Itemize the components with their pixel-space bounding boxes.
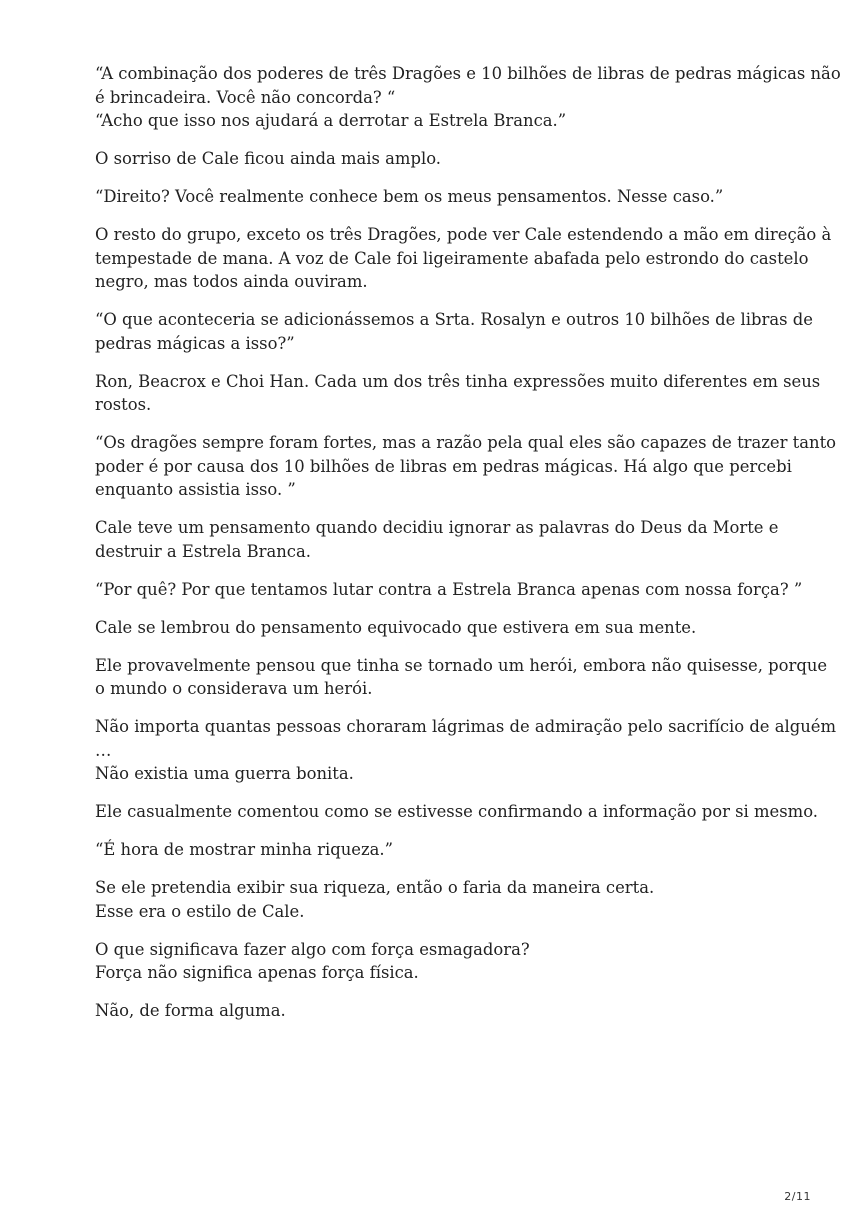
paragraph (95, 62, 841, 133)
text-line: “Direito? Você realmente conhece bem os meus pensamentos. Nesse caso.” (95, 187, 724, 206)
text-line: “É hora de mostrar minha riqueza.” (95, 840, 393, 859)
text-line: é brincadeira. Você não concorda? “ (95, 87, 396, 107)
paragraph (95, 800, 818, 824)
text-line: … (95, 740, 112, 760)
text-line: negro, mas todos ainda ouviram. (95, 272, 368, 291)
text-line: “Os dragões sempre foram fortes, mas a razão pela qual eles são capazes de trazer tanto (95, 433, 837, 452)
text-line: Força não significa apenas força física. (95, 963, 419, 982)
paragraph (95, 616, 785, 640)
text-line: Ele provavelmente pensou que tinha se tornado um herói, embora não quisesse, porque (95, 655, 828, 675)
paragraph (95, 578, 803, 602)
text-line: Ele casualmente comentou como se estivesse confirmando a informação por si mesmo. (95, 802, 818, 821)
text-line: tempestade de mana. A voz de Cale foi ligeiramente abafada pelo estrondo do castelo (95, 248, 809, 268)
text-line: Ron, Beacrox e Choi Han. Cada um dos três tinha expressões muito diferentes em seus (95, 371, 821, 391)
text-line: Se ele pretendia exibir sua riqueza, então o faria da maneira certa. (95, 878, 655, 897)
text-line: enquanto assistia isso. ” (95, 480, 296, 499)
paragraph (95, 938, 785, 985)
text-line: rostos. (95, 395, 152, 414)
text-line: “Por quê? Por que tentamos lutar contra a Estrela Branca apenas com nossa força? ” (95, 579, 803, 599)
text-line: Não existia uma guerra bonita. (95, 764, 354, 783)
text-line: Não importa quantas pessoas choraram lágrimas de admiração pelo sacrifício de alguém (95, 717, 837, 736)
text-line: “A combinação dos poderes de três Dragões e 10 bilhões de libras de pedras mágicas não (95, 64, 841, 83)
text-line: o mundo o considerava um herói. (95, 679, 373, 698)
text-line: Esse era o estilo de Cale. (95, 901, 305, 921)
text-line: Cale teve um pensamento quando decidiu ignorar as palavras do Deus da Morte e (95, 518, 779, 537)
paragraph (95, 654, 828, 701)
text-line: Não, de forma alguma. (95, 1001, 286, 1020)
text-line: “O que aconteceria se adicionássemos a Srta. Rosalyn e outros 10 bilhões de libras de (95, 310, 813, 329)
paragraph (95, 370, 821, 417)
paragraph (95, 838, 785, 862)
paragraph (95, 308, 813, 355)
document-body (95, 62, 841, 1037)
text-line: poder é por causa dos 10 bilhões de libras em pedras mágicas. Há algo que percebi (95, 456, 792, 476)
paragraph (95, 147, 785, 171)
paragraph (95, 516, 785, 563)
paragraph (95, 223, 832, 294)
paragraph (95, 876, 785, 923)
text-line: O sorriso de Cale ficou ainda mais amplo. (95, 149, 442, 168)
text-line: O resto do grupo, exceto os três Dragões, pode ver Cale estendendo a mão em direção à (95, 225, 832, 244)
paragraph (95, 431, 837, 502)
text-line: Cale se lembrou do pensamento equivocado que estivera em sua mente. (95, 617, 697, 637)
text-line: “Acho que isso nos ajudará a derrotar a Estrela Branca.” (95, 111, 567, 130)
page-number: 2/11 (784, 1190, 811, 1203)
text-line: O que significava fazer algo com força esmagadora? (95, 939, 530, 959)
text-line: destruir a Estrela Branca. (95, 541, 311, 561)
paragraph (95, 999, 785, 1023)
paragraph (95, 185, 785, 209)
text-line: pedras mágicas a isso?” (95, 333, 295, 353)
paragraph (95, 715, 837, 786)
